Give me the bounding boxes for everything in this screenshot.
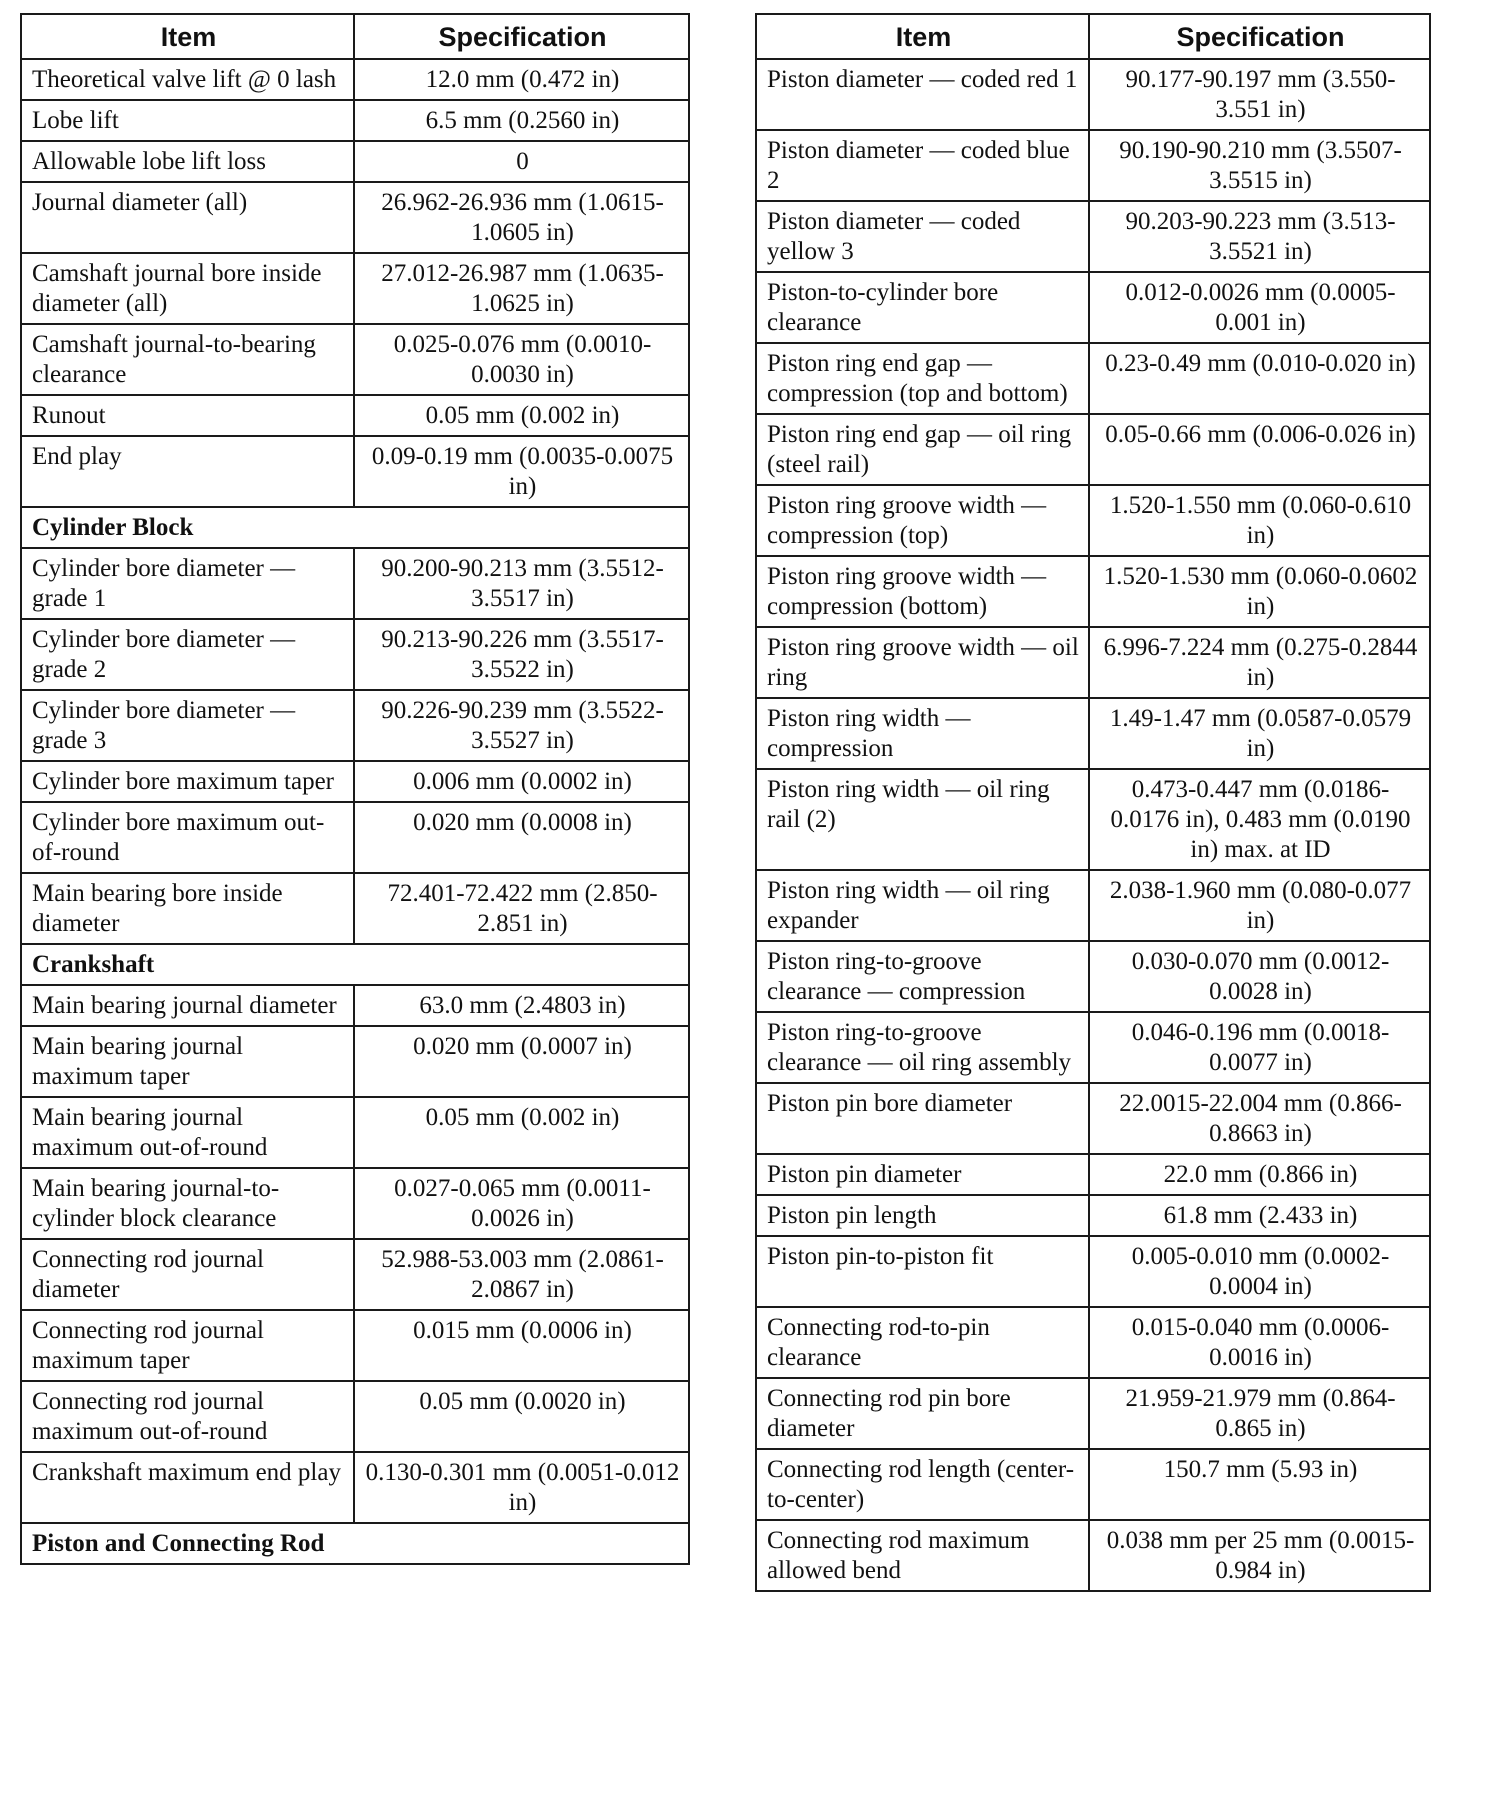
- specification-cell: 0.006 mm (0.0002 in): [354, 761, 689, 802]
- specification-cell: 0.046-0.196 mm (0.0018-0.0077 in): [1089, 1012, 1430, 1083]
- section-row: [21, 507, 689, 548]
- section-row: [21, 944, 689, 985]
- item-cell: Main bearing journal-to-cylinder block clearance: [21, 1168, 354, 1239]
- table-header-row: [756, 14, 1430, 59]
- table-row: [21, 1452, 689, 1523]
- table-row: [756, 59, 1430, 130]
- table-row: [756, 1012, 1430, 1083]
- item-cell: End play: [21, 436, 354, 507]
- spec-table-right: [755, 13, 1431, 1592]
- specification-cell: 0.015 mm (0.0006 in): [354, 1310, 689, 1381]
- item-cell: Connecting rod maximum allowed bend: [756, 1520, 1089, 1591]
- specification-cell: 0.05 mm (0.002 in): [354, 395, 689, 436]
- specification-cell: 0.005-0.010 mm (0.0002-0.0004 in): [1089, 1236, 1430, 1307]
- specification-cell: 22.0015-22.004 mm (0.866-0.8663 in): [1089, 1083, 1430, 1154]
- item-cell: Cylinder bore maximum out-of-round: [21, 802, 354, 873]
- item-cell: Connecting rod-to-pin clearance: [756, 1307, 1089, 1378]
- specification-cell: 0.038 mm per 25 mm (0.0015-0.984 in): [1089, 1520, 1430, 1591]
- table-row: [756, 1449, 1430, 1520]
- specification-cell: 26.962-26.936 mm (1.0615-1.0605 in): [354, 182, 689, 253]
- specification-cell: 0.23-0.49 mm (0.010-0.020 in): [1089, 343, 1430, 414]
- table-row: [756, 1083, 1430, 1154]
- table-row: [21, 873, 689, 944]
- item-cell: Piston pin bore diameter: [756, 1083, 1089, 1154]
- table-row: [756, 201, 1430, 272]
- item-cell: Main bearing bore inside diameter: [21, 873, 354, 944]
- table-row: [756, 414, 1430, 485]
- item-cell: Piston ring groove width — compression (top): [756, 485, 1089, 556]
- item-cell: Piston pin length: [756, 1195, 1089, 1236]
- specification-cell: 52.988-53.003 mm (2.0861-2.0867 in): [354, 1239, 689, 1310]
- table-row: [756, 1154, 1430, 1195]
- item-cell: Cylinder bore diameter — grade 3: [21, 690, 354, 761]
- item-cell: Piston pin diameter: [756, 1154, 1089, 1195]
- item-cell: Piston ring end gap — oil ring (steel rail): [756, 414, 1089, 485]
- item-cell: Connecting rod journal maximum out-of-round: [21, 1381, 354, 1452]
- table-row: [21, 1097, 689, 1168]
- table-row: [756, 1378, 1430, 1449]
- table-row: [21, 141, 689, 182]
- specification-cell: 0.05 mm (0.002 in): [354, 1097, 689, 1168]
- item-cell: Piston pin-to-piston fit: [756, 1236, 1089, 1307]
- item-cell: Piston ring width — oil ring expander: [756, 870, 1089, 941]
- specification-cell: 0.020 mm (0.0008 in): [354, 802, 689, 873]
- specification-cell: 0.473-0.447 mm (0.0186-0.0176 in), 0.483 mm (0.0190 in) max. at ID: [1089, 769, 1430, 870]
- specification-cell: 6.996-7.224 mm (0.275-0.2844 in): [1089, 627, 1430, 698]
- item-cell: Piston ring groove width — oil ring: [756, 627, 1089, 698]
- item-cell: Piston ring groove width — compression (bottom): [756, 556, 1089, 627]
- specification-cell: 90.177-90.197 mm (3.550-3.551 in): [1089, 59, 1430, 130]
- specification-cell: 1.520-1.530 mm (0.060-0.0602 in): [1089, 556, 1430, 627]
- specification-cell: 150.7 mm (5.93 in): [1089, 1449, 1430, 1520]
- specification-cell: 2.038-1.960 mm (0.080-0.077 in): [1089, 870, 1430, 941]
- specification-cell: 0.130-0.301 mm (0.0051-0.012 in): [354, 1452, 689, 1523]
- table-header-row: [21, 14, 689, 59]
- table-row: [756, 1307, 1430, 1378]
- specification-cell: 90.200-90.213 mm (3.5512-3.5517 in): [354, 548, 689, 619]
- item-cell: Connecting rod pin bore diameter: [756, 1378, 1089, 1449]
- table-row: [21, 690, 689, 761]
- item-cell: Theoretical valve lift @ 0 lash: [21, 59, 354, 100]
- item-cell: Allowable lobe lift loss: [21, 141, 354, 182]
- item-cell: Piston ring-to-groove clearance — compression: [756, 941, 1089, 1012]
- specification-cell: 0.020 mm (0.0007 in): [354, 1026, 689, 1097]
- specification-cell: 22.0 mm (0.866 in): [1089, 1154, 1430, 1195]
- table-row: [21, 324, 689, 395]
- table-row: [756, 870, 1430, 941]
- specification-cell: 0.05-0.66 mm (0.006-0.026 in): [1089, 414, 1430, 485]
- table-row: [21, 59, 689, 100]
- specification-cell: 0.015-0.040 mm (0.0006-0.0016 in): [1089, 1307, 1430, 1378]
- item-cell: Connecting rod journal maximum taper: [21, 1310, 354, 1381]
- specification-cell: 90.190-90.210 mm (3.5507-3.5515 in): [1089, 130, 1430, 201]
- spec-table-right-body: [756, 59, 1430, 1591]
- table-row: [756, 1236, 1430, 1307]
- specification-cell: 90.213-90.226 mm (3.5517-3.5522 in): [354, 619, 689, 690]
- header-specification: Specification: [1089, 14, 1430, 59]
- table-row: [21, 1168, 689, 1239]
- table-row: [756, 485, 1430, 556]
- specification-cell: 0.025-0.076 mm (0.0010-0.0030 in): [354, 324, 689, 395]
- specification-cell: 1.520-1.550 mm (0.060-0.610 in): [1089, 485, 1430, 556]
- item-cell: Connecting rod journal diameter: [21, 1239, 354, 1310]
- table-row: [21, 985, 689, 1026]
- item-cell: Camshaft journal bore inside diameter (all): [21, 253, 354, 324]
- section-heading: Cylinder Block: [21, 507, 689, 548]
- specification-cell: 61.8 mm (2.433 in): [1089, 1195, 1430, 1236]
- table-row: [21, 100, 689, 141]
- item-cell: Cylinder bore diameter — grade 2: [21, 619, 354, 690]
- item-cell: Piston diameter — coded yellow 3: [756, 201, 1089, 272]
- item-cell: Camshaft journal-to-bearing clearance: [21, 324, 354, 395]
- specification-cell: 12.0 mm (0.472 in): [354, 59, 689, 100]
- table-row: [21, 395, 689, 436]
- table-row: [756, 130, 1430, 201]
- specification-cell: 0.030-0.070 mm (0.0012-0.0028 in): [1089, 941, 1430, 1012]
- table-row: [21, 1239, 689, 1310]
- table-row: [756, 941, 1430, 1012]
- table-row: [756, 1520, 1430, 1591]
- specification-cell: 0.012-0.0026 mm (0.0005-0.001 in): [1089, 272, 1430, 343]
- specification-cell: 63.0 mm (2.4803 in): [354, 985, 689, 1026]
- table-row: [21, 436, 689, 507]
- item-cell: Piston ring width — compression: [756, 698, 1089, 769]
- spec-table-left-body: [21, 59, 689, 1564]
- item-cell: Piston diameter — coded blue 2: [756, 130, 1089, 201]
- table-row: [21, 761, 689, 802]
- header-specification: Specification: [354, 14, 689, 59]
- item-cell: Main bearing journal maximum taper: [21, 1026, 354, 1097]
- item-cell: Connecting rod length (center-to-center): [756, 1449, 1089, 1520]
- specification-cell: 0.027-0.065 mm (0.0011-0.0026 in): [354, 1168, 689, 1239]
- specification-cell: 90.226-90.239 mm (3.5522-3.5527 in): [354, 690, 689, 761]
- table-row: [21, 802, 689, 873]
- specification-cell: 0: [354, 141, 689, 182]
- header-item: Item: [21, 14, 354, 59]
- item-cell: Piston-to-cylinder bore clearance: [756, 272, 1089, 343]
- specification-cell: 0.05 mm (0.0020 in): [354, 1381, 689, 1452]
- item-cell: Main bearing journal diameter: [21, 985, 354, 1026]
- section-heading: Crankshaft: [21, 944, 689, 985]
- specification-cell: 21.959-21.979 mm (0.864-0.865 in): [1089, 1378, 1430, 1449]
- specification-cell: 90.203-90.223 mm (3.513-3.5521 in): [1089, 201, 1430, 272]
- table-row: [21, 619, 689, 690]
- item-cell: Crankshaft maximum end play: [21, 1452, 354, 1523]
- spec-table-left: [20, 13, 690, 1565]
- table-row: [756, 556, 1430, 627]
- item-cell: Piston ring width — oil ring rail (2): [756, 769, 1089, 870]
- table-row: [21, 1310, 689, 1381]
- item-cell: Journal diameter (all): [21, 182, 354, 253]
- section-heading: Piston and Connecting Rod: [21, 1523, 689, 1564]
- section-row: [21, 1523, 689, 1564]
- table-row: [756, 272, 1430, 343]
- table-row: [21, 1381, 689, 1452]
- specification-cell: 1.49-1.47 mm (0.0587-0.0579 in): [1089, 698, 1430, 769]
- table-row: [21, 548, 689, 619]
- item-cell: Cylinder bore diameter — grade 1: [21, 548, 354, 619]
- item-cell: Main bearing journal maximum out-of-round: [21, 1097, 354, 1168]
- item-cell: Piston ring end gap — compression (top and bottom): [756, 343, 1089, 414]
- specification-cell: 72.401-72.422 mm (2.850-2.851 in): [354, 873, 689, 944]
- header-item: Item: [756, 14, 1089, 59]
- item-cell: Lobe lift: [21, 100, 354, 141]
- table-row: [756, 1195, 1430, 1236]
- table-row: [756, 769, 1430, 870]
- table-row: [21, 253, 689, 324]
- table-row: [21, 182, 689, 253]
- table-row: [756, 698, 1430, 769]
- table-row: [21, 1026, 689, 1097]
- specification-cell: 6.5 mm (0.2560 in): [354, 100, 689, 141]
- item-cell: Runout: [21, 395, 354, 436]
- table-row: [756, 343, 1430, 414]
- specification-cell: 0.09-0.19 mm (0.0035-0.0075 in): [354, 436, 689, 507]
- item-cell: Piston ring-to-groove clearance — oil ring assembly: [756, 1012, 1089, 1083]
- item-cell: Piston diameter — coded red 1: [756, 59, 1089, 130]
- specification-cell: 27.012-26.987 mm (1.0635-1.0625 in): [354, 253, 689, 324]
- item-cell: Cylinder bore maximum taper: [21, 761, 354, 802]
- table-row: [756, 627, 1430, 698]
